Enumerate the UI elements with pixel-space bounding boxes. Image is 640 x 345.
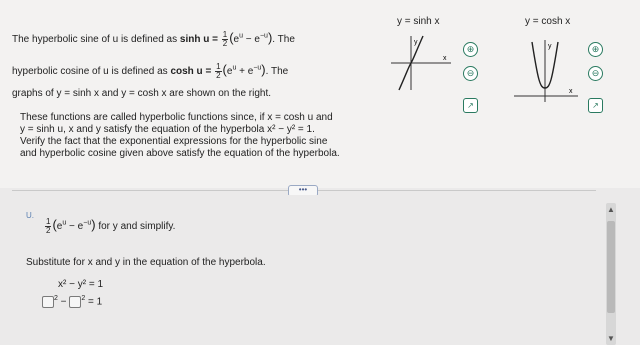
sinh-definition-text: The hyperbolic sine of u is defined as bbox=[12, 34, 178, 45]
sinh-definition: The hyperbolic sine of u is defined as sinh u = $\frac{1}{2}$ $(e^u - e^{-u})$. The bbox=[12, 29, 295, 48]
open-external-icon[interactable]: ↗ bbox=[463, 98, 478, 113]
substitution-row bbox=[42, 295, 102, 308]
exp-base: e bbox=[56, 221, 63, 232]
exp-neg-u: −u bbox=[259, 32, 268, 40]
cosh-graph-title: y = cosh x bbox=[525, 16, 571, 27]
exp-minus: − e bbox=[66, 221, 84, 232]
expand-toggle-button[interactable]: ••• bbox=[288, 185, 318, 197]
square-exponent: 2 bbox=[54, 295, 58, 302]
one-half-fraction bbox=[222, 31, 228, 48]
frac-num: 1 bbox=[216, 61, 221, 71]
cosh-definition-text: hyperbolic cosine of u is defined as bbox=[12, 66, 168, 77]
scrollbar-thumb[interactable] bbox=[607, 221, 615, 313]
frac-den: 2 bbox=[222, 38, 228, 48]
exp-base: e bbox=[226, 66, 233, 77]
y-answer-box[interactable] bbox=[69, 296, 81, 308]
minus-sign: − bbox=[57, 296, 70, 308]
exp-neg-u: −u bbox=[253, 64, 262, 72]
y-axis-label: y bbox=[414, 39, 418, 46]
work-area bbox=[0, 195, 640, 345]
frac-num: 1 bbox=[46, 216, 51, 226]
exp-base: e bbox=[233, 34, 240, 45]
step-expression: $\frac{1}{2}$ $(e^u - e^{-u})$ for y and simplify. bbox=[46, 216, 176, 235]
exp-neg-u: −u bbox=[83, 219, 92, 227]
sinh-tail: . The bbox=[272, 34, 295, 45]
scroll-down-icon[interactable]: ▼ bbox=[607, 334, 615, 343]
sinh-graph[interactable] bbox=[385, 32, 455, 94]
hyperbolic-note-4: and hyperbolic cosine given above satisfy the equation of the hyperbola. bbox=[20, 148, 340, 159]
scrollbar[interactable] bbox=[606, 203, 616, 345]
zoom-in-icon[interactable]: ⊕ bbox=[463, 42, 478, 57]
step-tail-text: for y and simplify. bbox=[98, 221, 176, 232]
exp-u: u bbox=[232, 64, 237, 72]
exp-u: u bbox=[62, 219, 67, 227]
scroll-up-icon[interactable]: ▲ bbox=[607, 205, 615, 214]
sinh-graph-title: y = sinh x bbox=[397, 16, 440, 27]
hyperbolic-note-3: Verify the fact that the exponential expressions for the hyperbolic sine bbox=[20, 136, 328, 147]
exp-plus: + e bbox=[236, 66, 254, 77]
frac-den: 2 bbox=[46, 225, 51, 235]
cosh-definition: hyperbolic cosine of u is defined as cosh u = $\frac{1}{2}$ $(e^u + e^{-u})$. The bbox=[12, 61, 289, 80]
frac-den: 2 bbox=[216, 70, 221, 80]
graphs-note: graphs of y = sinh x and y = cosh x are shown on the right. bbox=[12, 88, 272, 99]
zoom-out-icon[interactable]: ⊖ bbox=[463, 66, 478, 81]
x-answer-box[interactable] bbox=[42, 296, 54, 308]
zoom-out-icon[interactable]: ⊖ bbox=[588, 66, 603, 81]
zoom-in-icon[interactable]: ⊕ bbox=[588, 42, 603, 57]
hyperbolic-note-2: y = sinh u, x and y satisfy the equation of the hyperbola x² − y² = 1. bbox=[20, 124, 315, 135]
cosh-label: cosh u = bbox=[170, 66, 212, 77]
hyperbolic-note-1: These functions are called hyperbolic functions since, if x = cosh u and bbox=[20, 112, 333, 123]
hyperbola-equation: x² − y² = 1 bbox=[58, 279, 104, 290]
one-half-fraction bbox=[215, 63, 221, 80]
substitute-instruction: Substitute for x and y in the equation of the hyperbola. bbox=[26, 257, 266, 268]
sinh-label: sinh u = bbox=[179, 34, 218, 45]
frac-num: 1 bbox=[222, 29, 228, 39]
x-axis-label: x bbox=[443, 55, 447, 62]
one-half-fraction bbox=[45, 218, 51, 235]
square-exponent: 2 bbox=[81, 295, 86, 302]
exp-minus: − e bbox=[243, 34, 260, 45]
x-axis-label: x bbox=[569, 88, 573, 95]
open-external-icon[interactable]: ↗ bbox=[588, 98, 603, 113]
exp-u: u bbox=[239, 32, 243, 40]
equals-one: = 1 bbox=[85, 296, 103, 308]
cosh-graph[interactable] bbox=[510, 32, 580, 104]
y-axis-label: y bbox=[548, 43, 552, 50]
cosh-tail: . The bbox=[265, 66, 289, 77]
step-marker: U. bbox=[26, 211, 34, 220]
